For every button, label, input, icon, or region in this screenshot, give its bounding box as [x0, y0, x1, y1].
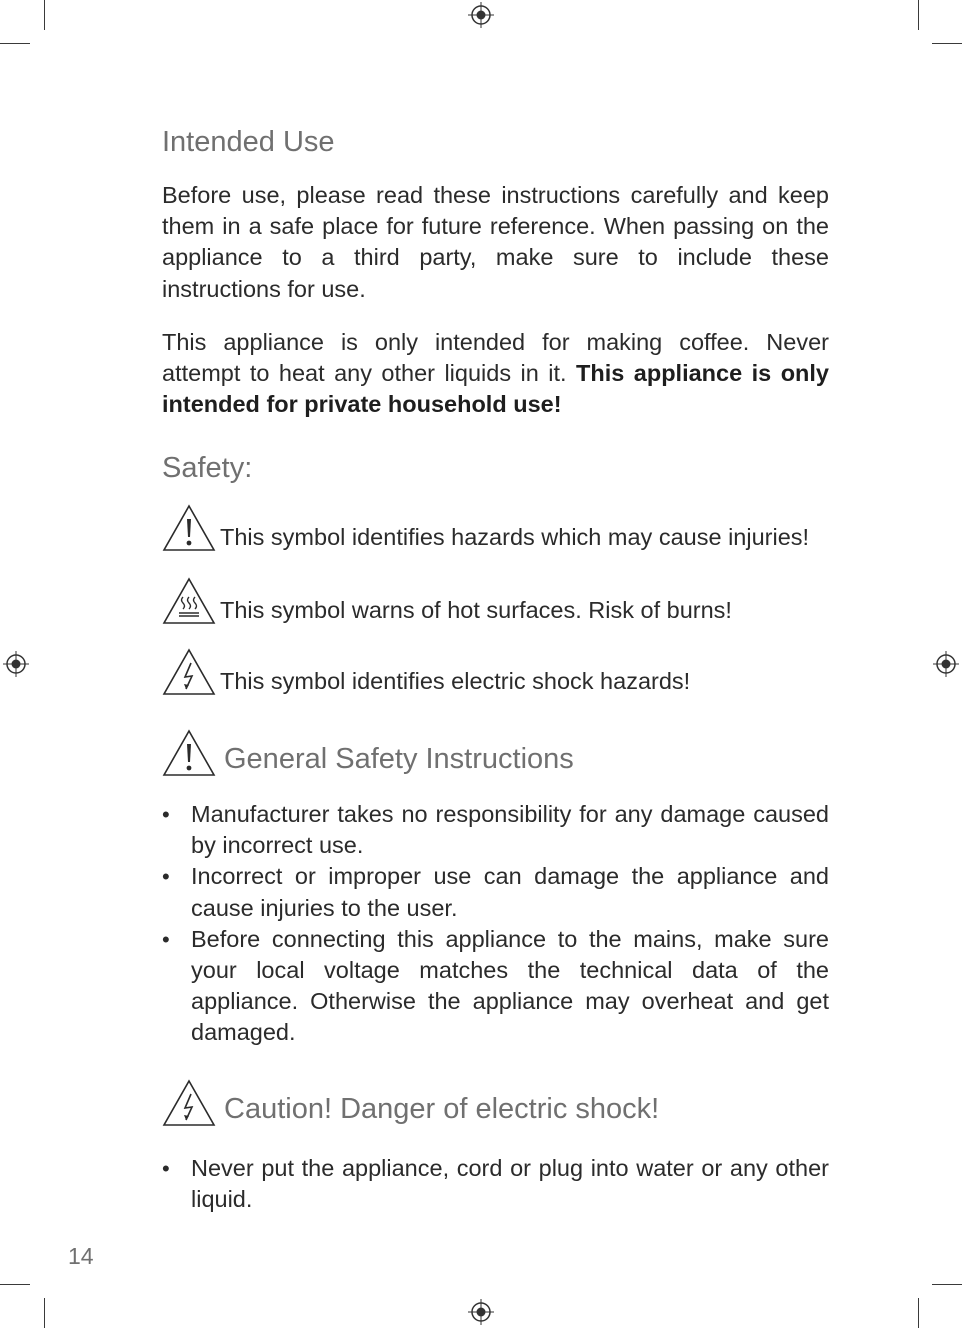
crop-mark [918, 1298, 919, 1328]
registration-mark-icon [3, 651, 29, 677]
crop-mark [932, 1284, 962, 1285]
hot-surface-icon [162, 577, 216, 625]
page-number: 14 [68, 1243, 94, 1269]
intended-use-paragraph: Before use, please read these instructions carefully and keep them in a safe place for future reference. When passing on the appliance to a third party, make sure to include these instructions for use. [162, 182, 829, 302]
symbol-description: This symbol warns of hot surfaces. Risk of burns! [220, 597, 732, 623]
caution-header [162, 1079, 659, 1127]
list-item: • Never put the appliance, cord or plug into water or any other liquid. [162, 1153, 829, 1215]
registration-mark-icon [468, 1299, 494, 1325]
list-item: • Incorrect or improper use can damage the appliance and cause injuries to the user. [162, 861, 829, 923]
crop-mark [44, 0, 45, 30]
safety-heading: Safety: [162, 452, 253, 484]
symbol-row [162, 504, 809, 552]
intended-use-text: This appliance is only intended for making coffee. Never attempt to heat any other liquids in it. [162, 329, 829, 387]
symbol-row [162, 577, 732, 625]
caution-heading: Caution! Danger of electric shock! [224, 1093, 660, 1125]
crop-mark [0, 1284, 30, 1285]
symbol-description: This symbol identifies electric shock hazards! [220, 668, 691, 694]
list-item: • Manufacturer takes no responsibility for any damage caused by incorrect use. [162, 799, 829, 861]
general-safety-header [162, 729, 574, 777]
registration-mark-icon [468, 2, 494, 28]
general-safety-list [162, 799, 829, 1049]
electric-shock-icon [162, 1079, 216, 1127]
household-use-notice: This appliance is only intended for private household use! [162, 360, 830, 418]
symbol-description: This symbol identifies hazards which may cause injuries! [220, 524, 810, 550]
crop-mark [918, 0, 919, 30]
intended-use-paragraph-2 [162, 327, 829, 421]
list-item: • Before connecting this appliance to the mains, make sure your local voltage matches the technical data of the appliance. Otherwise the appliance may overheat and get damaged. [162, 924, 829, 1049]
warning-exclamation-icon [162, 504, 216, 552]
registration-mark-icon [933, 651, 959, 677]
crop-mark [932, 43, 962, 44]
crop-mark [0, 43, 30, 44]
symbol-row [162, 648, 690, 696]
electric-shock-icon [162, 648, 216, 696]
caution-list [162, 1153, 829, 1215]
intended-use-heading: Intended Use [162, 126, 335, 158]
crop-mark [44, 1298, 45, 1328]
warning-exclamation-icon [162, 729, 216, 777]
general-safety-heading: General Safety Instructions [224, 743, 574, 775]
